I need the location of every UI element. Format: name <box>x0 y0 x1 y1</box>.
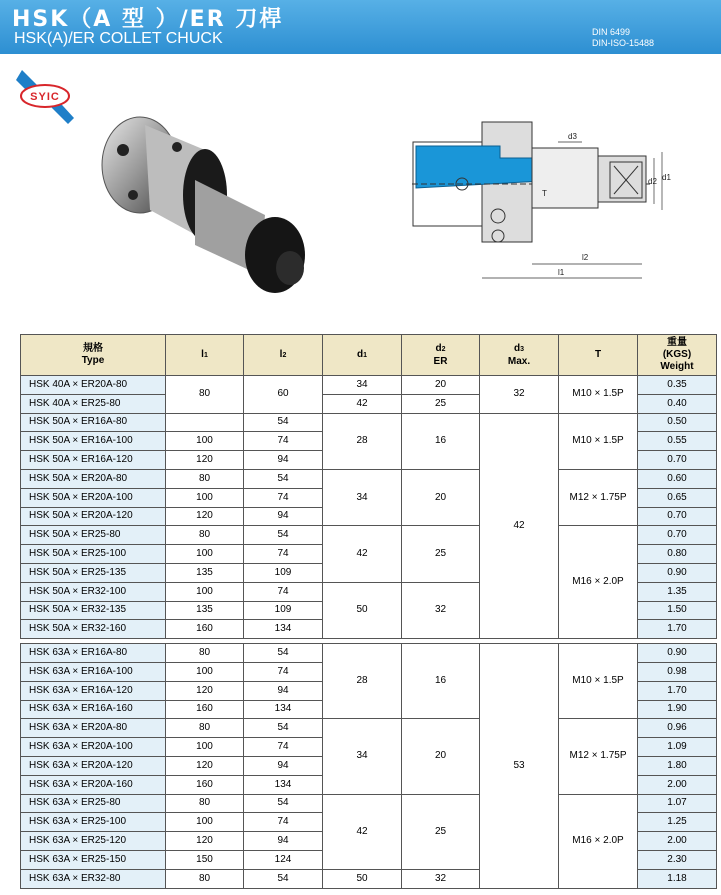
cell-weight: 0.80 <box>638 545 717 564</box>
cell-d2: 32 <box>402 582 480 638</box>
col-l2: l2 <box>244 335 323 376</box>
table-row <box>21 794 717 813</box>
cell-l1: 100 <box>166 432 244 451</box>
cell-d1: 42 <box>323 394 402 413</box>
cell-weight: 2.00 <box>638 832 717 851</box>
dim-d1: d1 <box>662 173 671 182</box>
table-header-row <box>21 335 717 376</box>
dim-l2: l2 <box>582 253 589 262</box>
cell-type: HSK 63A × ER25-150 <box>21 850 166 869</box>
cell-type: HSK 63A × ER20A-160 <box>21 775 166 794</box>
cell-type: HSK 50A × ER25-80 <box>21 526 166 545</box>
cell-t: M12 × 1.75P <box>559 469 638 525</box>
cell-l2: 74 <box>244 582 323 601</box>
cell-d2: 25 <box>402 794 480 869</box>
cell-type: HSK 63A × ER25-120 <box>21 832 166 851</box>
table-row <box>21 644 717 663</box>
dim-t: T <box>542 189 547 198</box>
spec-table <box>20 334 717 889</box>
cell-type: HSK 63A × ER25-80 <box>21 794 166 813</box>
cell-l2: 134 <box>244 775 323 794</box>
cell-d2: 25 <box>402 526 480 582</box>
cell-type: HSK 63A × ER20A-80 <box>21 719 166 738</box>
cell-l2: 54 <box>244 644 323 663</box>
col-d2: d2 ER <box>402 335 480 376</box>
cell-weight: 0.50 <box>638 413 717 432</box>
cell-l2: 134 <box>244 620 323 639</box>
cell-l1: 80 <box>166 794 244 813</box>
cell-d2: 20 <box>402 376 480 395</box>
cell-l2: 94 <box>244 451 323 470</box>
table-row <box>21 719 717 738</box>
cell-l1: 120 <box>166 451 244 470</box>
cell-l1: 120 <box>166 756 244 775</box>
col-t: T <box>559 335 638 376</box>
cell-weight: 0.90 <box>638 644 717 663</box>
cell-t: M10 × 1.5P <box>559 376 638 414</box>
cell-weight: 0.70 <box>638 526 717 545</box>
col-type: 規格 Type <box>21 335 166 376</box>
cell-type: HSK 63A × ER20A-120 <box>21 756 166 775</box>
cell-l1: 120 <box>166 507 244 526</box>
col-l1: l1 <box>166 335 244 376</box>
cell-type: HSK 63A × ER16A-160 <box>21 700 166 719</box>
cell-d1: 50 <box>323 582 402 638</box>
cell-type: HSK 50A × ER32-160 <box>21 620 166 639</box>
cell-d1: 34 <box>323 376 402 395</box>
cell-d1: 42 <box>323 794 402 869</box>
cell-weight: 0.40 <box>638 394 717 413</box>
cell-l2: 74 <box>244 488 323 507</box>
cell-l2: 124 <box>244 850 323 869</box>
cell-weight: 0.70 <box>638 451 717 470</box>
cell-d2: 16 <box>402 644 480 719</box>
cell-l1: 135 <box>166 563 244 582</box>
cell-l2: 74 <box>244 662 323 681</box>
cell-weight: 1.70 <box>638 620 717 639</box>
cell-l2: 94 <box>244 832 323 851</box>
cell-weight: 1.25 <box>638 813 717 832</box>
title-banner <box>0 0 721 54</box>
cell-type: HSK 63A × ER25-100 <box>21 813 166 832</box>
cell-weight: 0.96 <box>638 719 717 738</box>
cell-l1: 100 <box>166 488 244 507</box>
cell-d2: 32 <box>402 869 480 888</box>
cell-l2: 74 <box>244 813 323 832</box>
cell-type: HSK 50A × ER20A-80 <box>21 469 166 488</box>
cell-l1: 150 <box>166 850 244 869</box>
title-en: HSK(A)/ER COLLET CHUCK <box>14 30 223 47</box>
cell-weight: 1.90 <box>638 700 717 719</box>
cell-l2: 74 <box>244 738 323 757</box>
table-row <box>21 469 717 488</box>
dim-d2: d2 <box>648 177 657 186</box>
cell-type: HSK 50A × ER32-135 <box>21 601 166 620</box>
cell-weight: 0.60 <box>638 469 717 488</box>
title-cn: HSK（A 型 ）/ER 刀桿 <box>12 7 284 32</box>
cell-weight: 2.30 <box>638 850 717 869</box>
cell-l1: 100 <box>166 545 244 564</box>
cell-d2: 16 <box>402 413 480 469</box>
cell-weight: 1.09 <box>638 738 717 757</box>
cell-l1: 80 <box>166 376 244 414</box>
cell-l1: 135 <box>166 601 244 620</box>
cell-l2: 54 <box>244 719 323 738</box>
cell-d2: 20 <box>402 469 480 525</box>
cell-l1: 100 <box>166 813 244 832</box>
cell-l2: 94 <box>244 507 323 526</box>
cell-type: HSK 63A × ER16A-100 <box>21 662 166 681</box>
technical-drawing <box>410 118 670 288</box>
cell-type: HSK 40A × ER25-80 <box>21 394 166 413</box>
cell-weight: 0.70 <box>638 507 717 526</box>
cell-l1: 100 <box>166 738 244 757</box>
cell-l2: 109 <box>244 601 323 620</box>
cell-type: HSK 63A × ER16A-80 <box>21 644 166 663</box>
cell-t: M10 × 1.5P <box>559 644 638 719</box>
cell-d3: 53 <box>480 644 559 888</box>
cell-type: HSK 50A × ER25-100 <box>21 545 166 564</box>
dim-l1: l1 <box>558 268 565 277</box>
cell-d1: 28 <box>323 413 402 469</box>
cell-weight: 1.50 <box>638 601 717 620</box>
cell-weight: 0.35 <box>638 376 717 395</box>
table-row <box>21 413 717 432</box>
cell-l2: 54 <box>244 526 323 545</box>
cell-l2: 74 <box>244 545 323 564</box>
cell-l2: 54 <box>244 413 323 432</box>
cell-l1: 80 <box>166 526 244 545</box>
cell-d2: 20 <box>402 719 480 794</box>
cell-type: HSK 50A × ER20A-120 <box>21 507 166 526</box>
cell-d1: 42 <box>323 526 402 582</box>
logo-text: SYIC <box>30 91 60 103</box>
cell-l1: 80 <box>166 469 244 488</box>
cell-weight: 1.80 <box>638 756 717 775</box>
cell-weight: 1.18 <box>638 869 717 888</box>
cell-l2: 54 <box>244 869 323 888</box>
cell-type: HSK 50A × ER16A-80 <box>21 413 166 432</box>
product-photo <box>95 110 325 315</box>
cell-l1: 80 <box>166 644 244 663</box>
cell-l1: 100 <box>166 582 244 601</box>
cell-l2: 94 <box>244 756 323 775</box>
cell-weight: 1.07 <box>638 794 717 813</box>
cell-type: HSK 50A × ER25-135 <box>21 563 166 582</box>
cell-type: HSK 40A × ER20A-80 <box>21 376 166 395</box>
cell-l1: 80 <box>166 719 244 738</box>
cell-l1: 100 <box>166 662 244 681</box>
standard-iso: DIN-ISO-15488 <box>592 38 655 48</box>
cell-l1: 120 <box>166 681 244 700</box>
cell-weight: 0.98 <box>638 662 717 681</box>
cell-weight: 0.55 <box>638 432 717 451</box>
cell-l2: 74 <box>244 432 323 451</box>
cell-l1 <box>166 413 244 432</box>
cell-weight: 1.35 <box>638 582 717 601</box>
cell-t: M10 × 1.5P <box>559 413 638 469</box>
cell-l1: 80 <box>166 869 244 888</box>
cell-d3: 32 <box>480 376 559 414</box>
cell-d1: 28 <box>323 644 402 719</box>
cell-l2: 109 <box>244 563 323 582</box>
cell-d1: 50 <box>323 869 402 888</box>
col-d3: d3 Max. <box>480 335 559 376</box>
cell-l2: 94 <box>244 681 323 700</box>
cell-weight: 2.00 <box>638 775 717 794</box>
table-row <box>21 526 717 545</box>
cell-l2: 54 <box>244 469 323 488</box>
cell-l1: 160 <box>166 775 244 794</box>
cell-t: M12 × 1.75P <box>559 719 638 794</box>
col-d1: d1 <box>323 335 402 376</box>
cell-d3: 42 <box>480 413 559 639</box>
cell-l2: 54 <box>244 794 323 813</box>
cell-l1: 160 <box>166 700 244 719</box>
cell-type: HSK 50A × ER16A-120 <box>21 451 166 470</box>
syic-logo <box>14 66 76 128</box>
standards <box>592 27 654 49</box>
cell-d1: 34 <box>323 719 402 794</box>
col-weight: 重量 (KGS) Weight <box>638 335 717 376</box>
cell-l2: 134 <box>244 700 323 719</box>
cell-type: HSK 50A × ER20A-100 <box>21 488 166 507</box>
cell-weight: 0.65 <box>638 488 717 507</box>
cell-weight: 0.90 <box>638 563 717 582</box>
cell-l1: 160 <box>166 620 244 639</box>
cell-t: M16 × 2.0P <box>559 794 638 888</box>
cell-type: HSK 50A × ER16A-100 <box>21 432 166 451</box>
cell-l1: 120 <box>166 832 244 851</box>
cell-d2: 25 <box>402 394 480 413</box>
dim-d3: d3 <box>568 132 577 141</box>
table-row <box>21 376 717 395</box>
cell-d1: 34 <box>323 469 402 525</box>
standard-din: DIN 6499 <box>592 27 631 37</box>
cell-type: HSK 63A × ER16A-120 <box>21 681 166 700</box>
cell-weight: 1.70 <box>638 681 717 700</box>
cell-type: HSK 63A × ER20A-100 <box>21 738 166 757</box>
cell-l2: 60 <box>244 376 323 414</box>
cell-t: M16 × 2.0P <box>559 526 638 639</box>
cell-type: HSK 50A × ER32-100 <box>21 582 166 601</box>
cell-type: HSK 63A × ER32-80 <box>21 869 166 888</box>
